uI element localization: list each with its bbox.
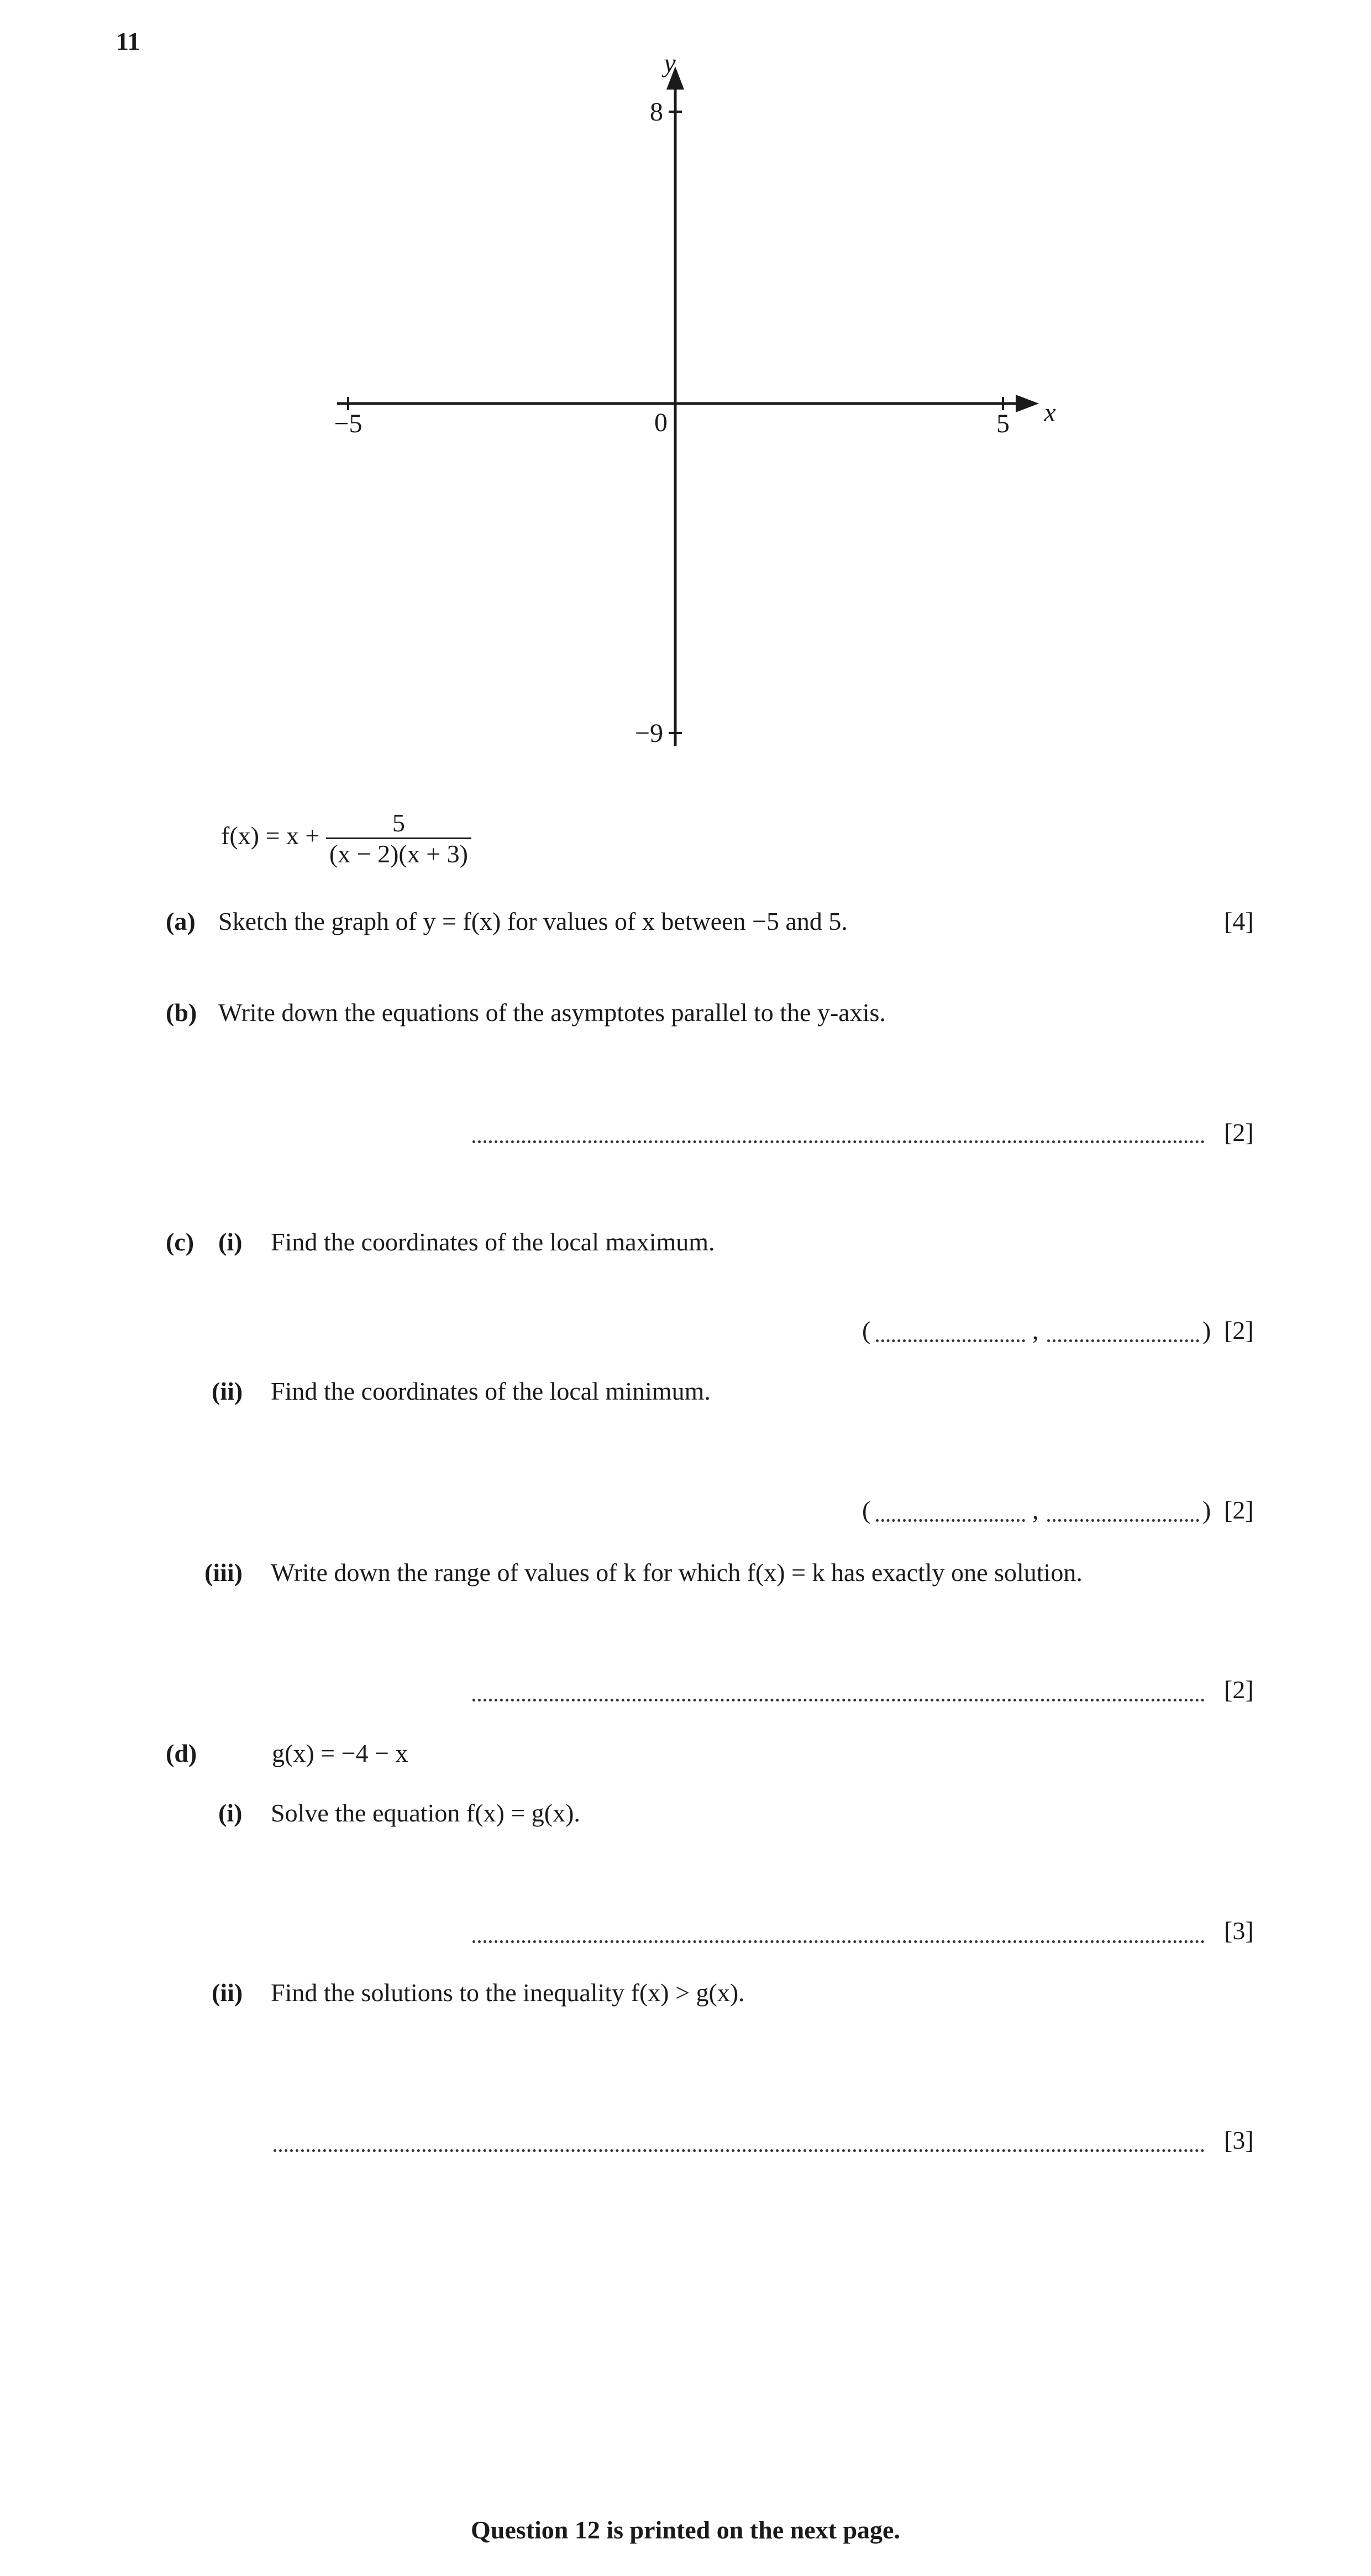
fraction-numerator: 5 — [326, 808, 471, 839]
function-definition — [221, 808, 471, 868]
part-c-label: (c) — [166, 1228, 195, 1256]
part-d-i-text: Solve the equation f(x) = g(x). — [271, 1799, 580, 1827]
x-axis-label: x — [1044, 398, 1056, 427]
part-c-i-label: (i) — [218, 1228, 243, 1256]
x-max-label: 5 — [996, 409, 1010, 438]
part-c-i-y-answer[interactable] — [1047, 1339, 1199, 1342]
part-c-ii-text: Find the coordinates of the local minimum. — [271, 1377, 711, 1405]
part-c-i-x-answer[interactable] — [876, 1339, 1025, 1342]
part-c-ii-label: (ii) — [212, 1377, 243, 1405]
part-c-iii-marks: [2] — [1224, 1676, 1254, 1704]
part-a-text: Sketch the graph of y = f(x) for values of x between −5 and 5. — [218, 907, 848, 935]
function-fraction — [326, 808, 471, 868]
part-b-marks: [2] — [1224, 1118, 1254, 1146]
part-d-ii-answer-line[interactable] — [274, 2149, 1205, 2152]
y-min-label: −9 — [634, 719, 663, 748]
part-a-marks: [4] — [1224, 907, 1254, 935]
origin-label: 0 — [654, 408, 668, 437]
function-lhs: f(x) = x + — [221, 821, 320, 850]
part-c-ii-close-paren: ) — [1202, 1496, 1211, 1524]
part-c-i-comma: , — [1032, 1316, 1039, 1344]
part-b-label: (b) — [166, 998, 197, 1027]
footer-note: Question 12 is printed on the next page. — [471, 2516, 900, 2544]
y-axis — [666, 66, 684, 746]
part-c-ii-comma: , — [1032, 1496, 1039, 1524]
x-min-label: −5 — [334, 409, 363, 438]
part-d-i-marks: [3] — [1224, 1917, 1254, 1945]
part-d-ii-marks: [3] — [1224, 2126, 1254, 2154]
part-c-ii-marks: [2] — [1224, 1496, 1254, 1524]
y-max-label: 8 — [650, 97, 663, 127]
part-c-i-marks: [2] — [1224, 1316, 1254, 1344]
part-d-i-label: (i) — [218, 1799, 243, 1827]
part-c-ii-y-answer[interactable] — [1047, 1519, 1199, 1522]
part-c-ii-x-answer[interactable] — [876, 1519, 1025, 1522]
part-a-label: (a) — [166, 907, 196, 935]
part-d-i-answer-line[interactable] — [472, 1940, 1205, 1943]
part-b-answer-line[interactable] — [472, 1140, 1205, 1143]
part-d-ii-label: (ii) — [212, 1978, 243, 2007]
part-d-ii-text: Find the solutions to the inequality f(x) > g(x). — [271, 1978, 745, 2007]
part-c-iii-label: (iii) — [204, 1558, 243, 1587]
part-c-iii-answer-line[interactable] — [472, 1699, 1205, 1701]
y-axis-label: y — [664, 50, 676, 78]
part-c-i-text: Find the coordinates of the local maximum. — [271, 1228, 715, 1256]
blank-axes-graph — [309, 50, 1083, 768]
g-definition: g(x) = −4 − x — [272, 1739, 408, 1767]
question-number: 11 — [116, 27, 140, 55]
fraction-denominator: (x − 2)(x + 3) — [329, 840, 469, 868]
x-axis-arrow-icon — [1016, 395, 1039, 412]
part-c-i-close-paren: ) — [1202, 1316, 1211, 1344]
part-c-iii-text: Write down the range of values of k for which f(x) = k has exactly one solution. — [271, 1558, 1083, 1587]
part-c-i-open-paren: ( — [862, 1316, 871, 1344]
part-c-ii-open-paren: ( — [862, 1496, 871, 1524]
x-axis — [337, 395, 1039, 412]
part-d-label: (d) — [166, 1739, 197, 1767]
part-b-text: Write down the equations of the asymptotes parallel to the y-axis. — [218, 998, 886, 1027]
